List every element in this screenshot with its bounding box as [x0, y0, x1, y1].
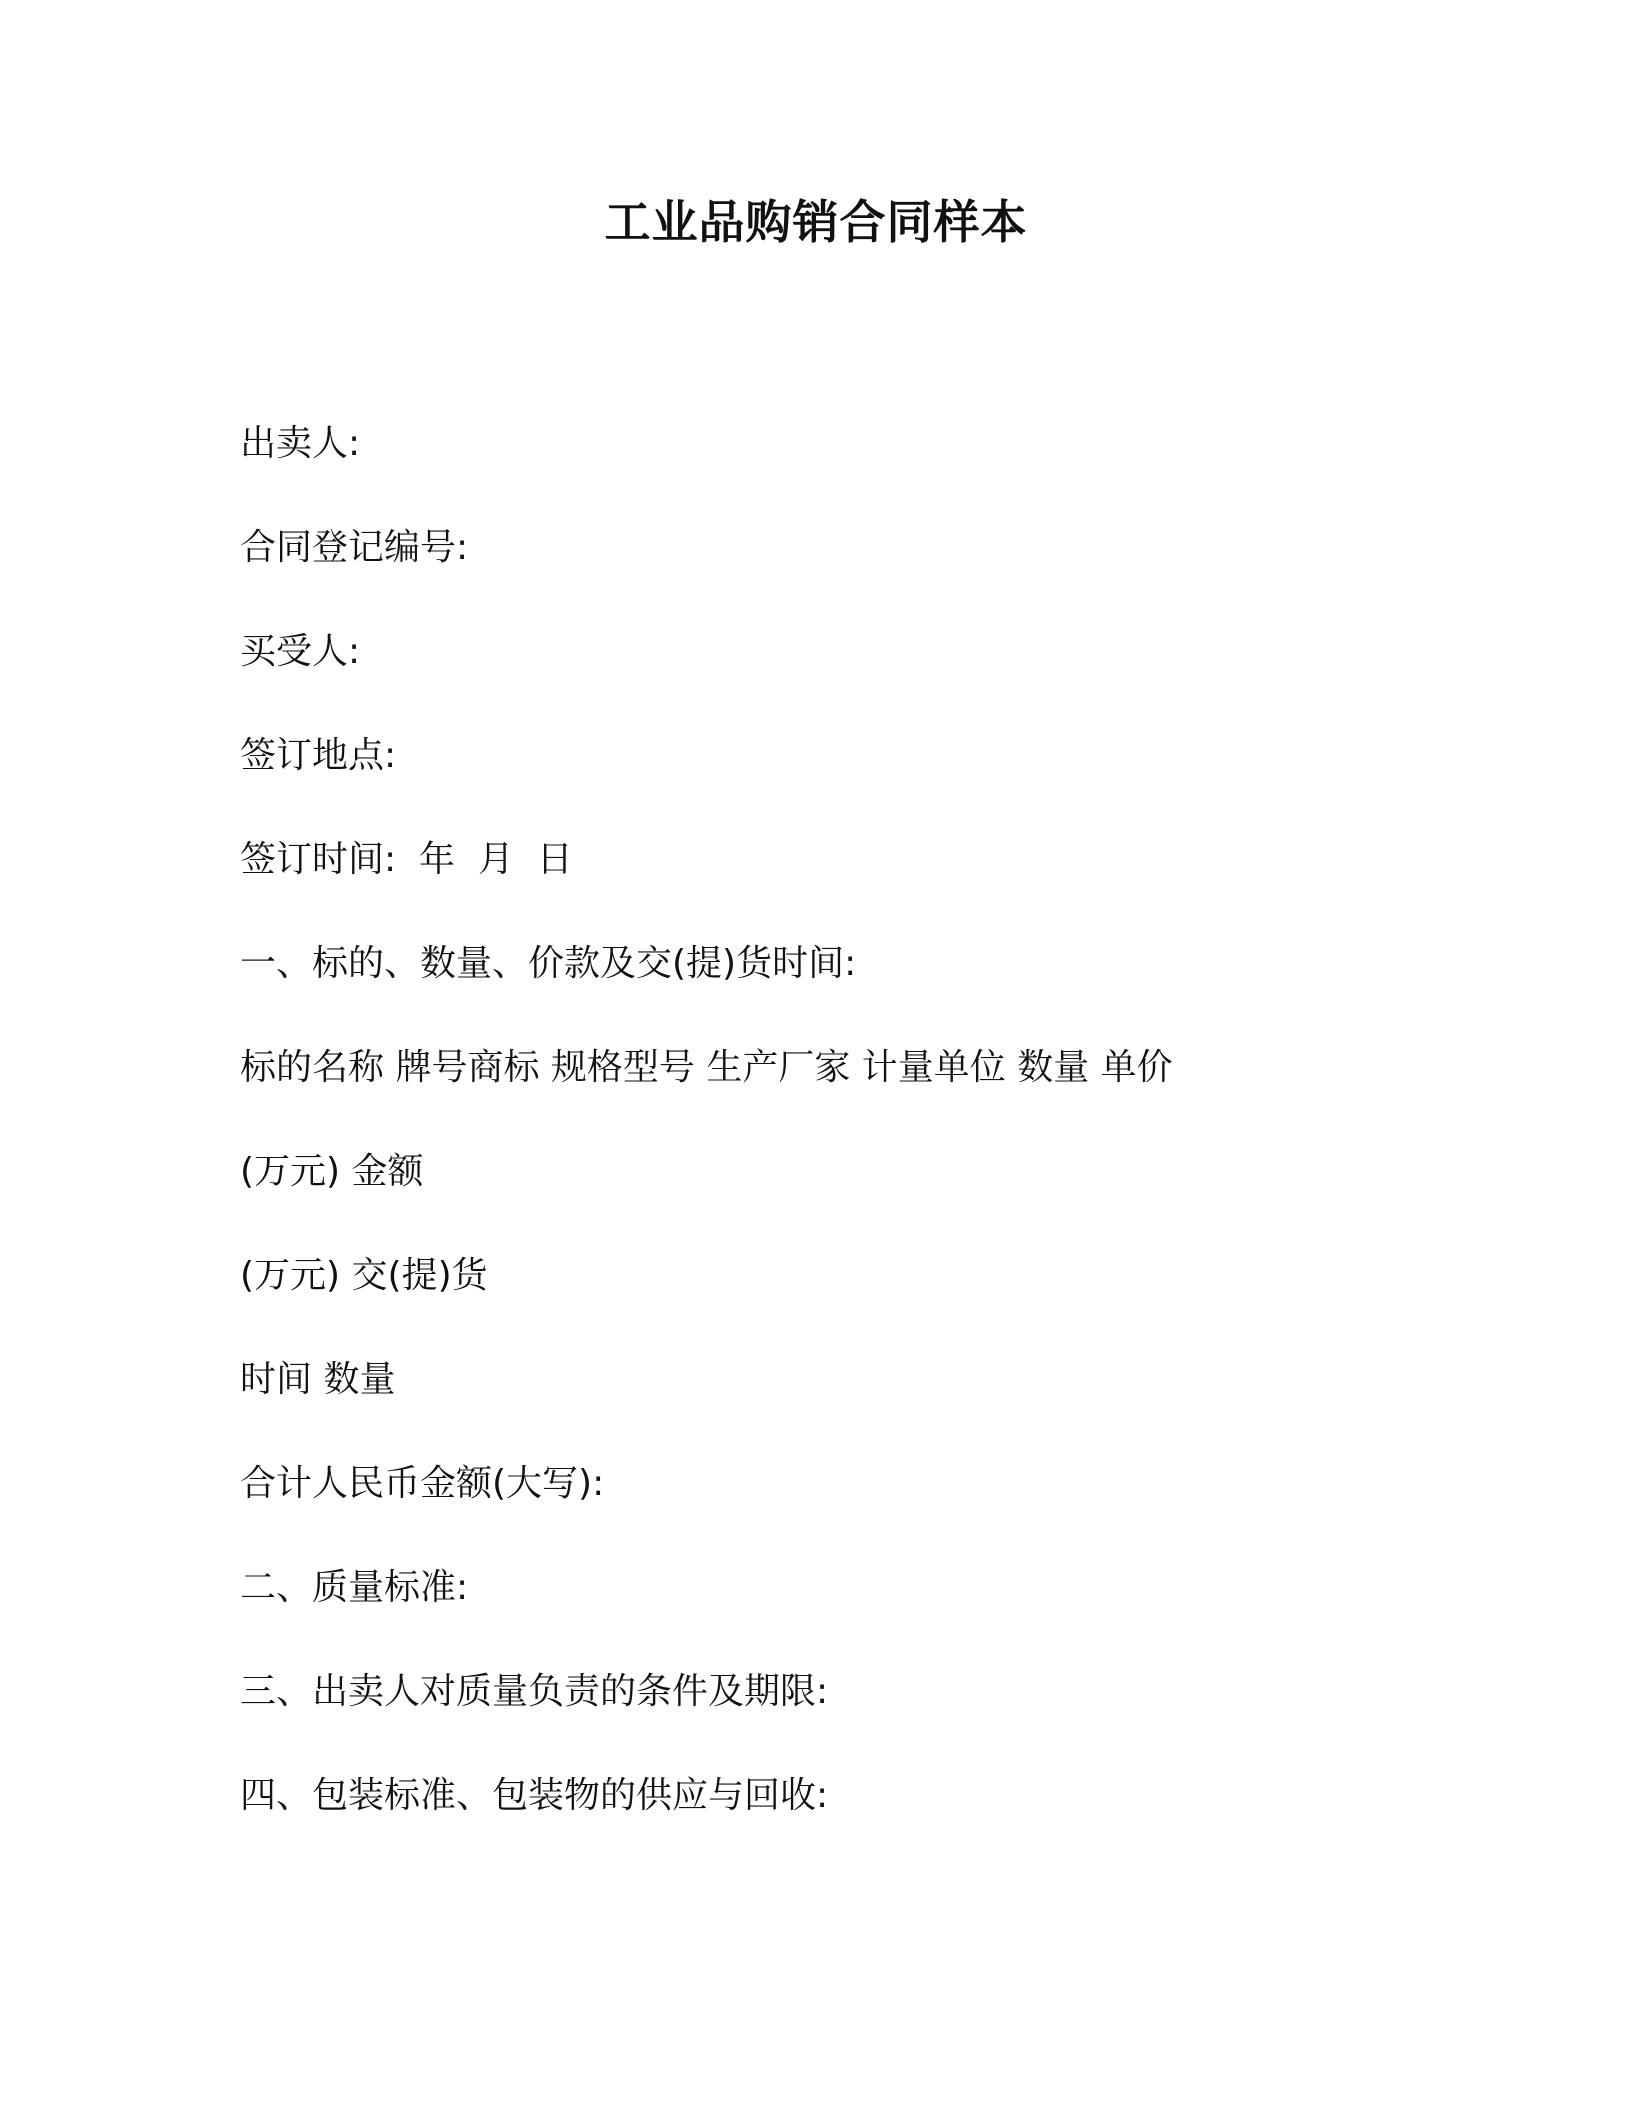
item-columns-line-3: (万元) 交(提)货: [240, 1255, 488, 1296]
total-amount-line: 合计人民币金额(大写):: [240, 1463, 605, 1504]
section-2-heading: 二、质量标准:: [240, 1567, 469, 1608]
section-4-heading: 四、包装标准、包装物的供应与回收:: [240, 1775, 829, 1816]
signing-place-line: 签订地点:: [240, 735, 397, 776]
seller-line: 出卖人:: [240, 423, 361, 464]
section-1-heading: 一、标的、数量、价款及交(提)货时间:: [240, 943, 857, 984]
item-columns-line-4: 时间 数量: [240, 1359, 396, 1400]
document-body: [240, 414, 1440, 1870]
contract-registration-number-line: 合同登记编号:: [240, 527, 469, 568]
document-title: 工业品购销合同样本: [604, 195, 1028, 249]
signing-time-line: 签订时间: 年 月 日: [240, 839, 573, 880]
item-columns-line-1: 标的名称 牌号商标 规格型号 生产厂家 计量单位 数量 单价: [240, 1047, 1173, 1088]
buyer-line: 买受人:: [240, 631, 361, 672]
section-3-heading: 三、出卖人对质量负责的条件及期限:: [240, 1671, 829, 1712]
item-columns-line-2: (万元) 金额: [240, 1151, 424, 1192]
